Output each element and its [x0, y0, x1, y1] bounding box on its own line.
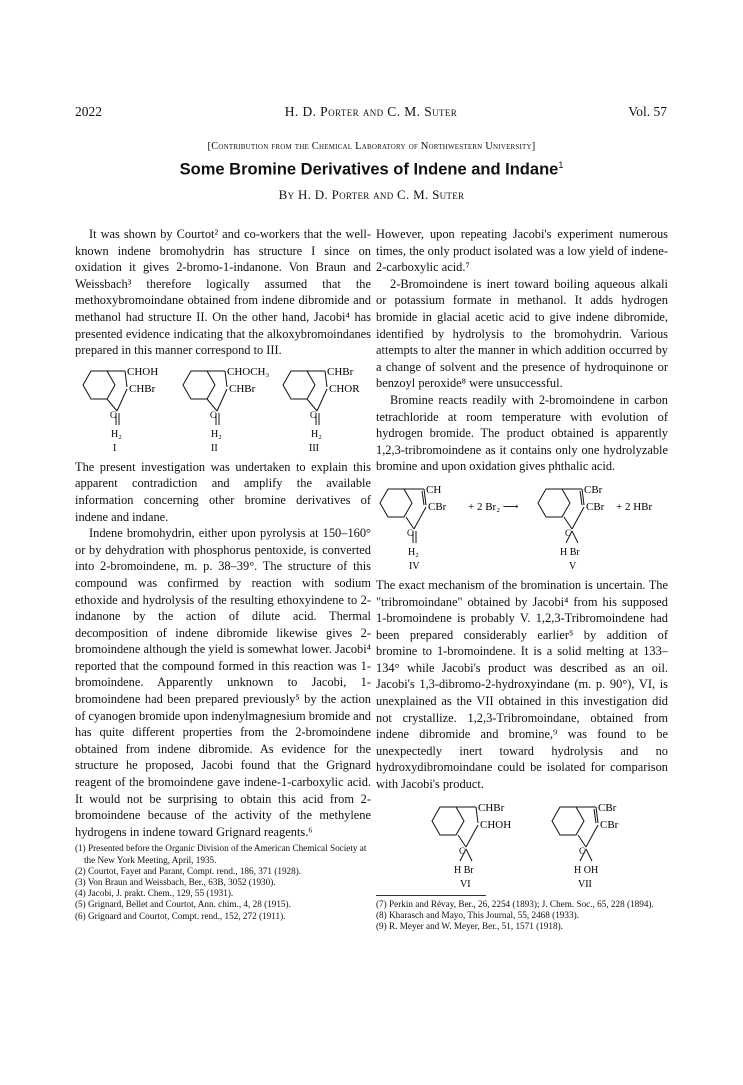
page-number: 2022	[75, 104, 102, 119]
svg-text:C: C	[110, 409, 117, 420]
paragraph: However, upon repeating Jacobi's experiment numerous times, the only product isolated was a low yield of indene-2-carboxylic acid.⁷	[376, 227, 668, 275]
struct-v-top: CBr	[584, 483, 603, 496]
footnote: (3) Von Braun and Weissbach, Ber., 63B, 3052 (1930).	[75, 877, 276, 888]
structure-iv	[380, 484, 447, 572]
right-column	[376, 226, 668, 932]
svg-text:C: C	[459, 845, 466, 856]
struct-iv-mid: CBr	[428, 500, 447, 513]
struct-vi-bottom: H Br	[454, 864, 474, 876]
footnote: (5) Grignard, Bellet and Courtot, Ann. chim., 4, 28 (1915).	[75, 899, 291, 910]
struct-ii-label: II	[211, 442, 218, 454]
struct-iii-bottom: H₂	[311, 428, 322, 440]
struct-iii-top: CHBr	[327, 365, 354, 378]
footnote: (9) R. Meyer and W. Meyer, Ber., 51, 1571 (1918).	[376, 921, 563, 932]
struct-iii-label: III	[309, 442, 319, 454]
struct-iv-bottom: H₂	[408, 546, 419, 558]
footnote-rule	[376, 895, 486, 896]
struct-i-label: I	[113, 442, 117, 454]
struct-v-mid: CBr	[586, 500, 605, 513]
paragraph: The exact mechanism of the bromination is uncertain. The "tribromoindane" obtained by Jacobi⁴ from his supposed 1-bromoindene is probably V. 1,2,3-Tribromoindene had been prepared considerably earlier⁵ by addition of bromine to 1-bromoindene. It is a solid melting at 133–134° while Jacobi's product was described as an oil. Jacobi's 1,3-dibromo-2-hydroxyindane (m. p. 90°), VI, is unexplained as the VII obtained in this investigation did not crystallize. 1,2,3-Tribromoindane, obtained from indene dibromide and bromine,⁹ was found to be unexpectedly inert toward hydrolysis and no hydroxydibromoindane could be isolated for comparison with Jacobi's product.	[376, 577, 668, 792]
footnote: (8) Kharasch and Mayo, This Journal, 55, 2468 (1933).	[376, 909, 579, 920]
product-text: + 2 HBr	[616, 500, 653, 513]
left-footnotes	[75, 843, 371, 921]
structure-i	[83, 366, 158, 454]
structures-vi-vii	[376, 799, 668, 891]
paragraph: Indene bromohydrin, either upon pyrolysis at 150–160° or by dehydration with phosphorus pentoxide, is converted into 2-bromoindene, m. p. 38–39°. The structure of this compound was confirmed by reaction with sodium ethoxide and hydrolysis of the resulting ethoxyindene to 2-indanone by the action of dilute acid. Thermal decomposition of indene dibromide likewise gives 2-bromoindene although the yield is somewhat lower. Jacobi⁴ reported that the compound formed in this reaction was 1-bromoindene. Apparently unknown to Jacobi, 1-bromoindene had been prepared previously⁵ by the action of cyanogen bromide upon indenylmagnesium bromide and has quite different properties from the 2-bromoindene obtained from indene dibromide. As evidence for the structure he proposed, Jacobi found that the Grignard reagent of the bromoindene gave indene-1-carboxylic acid. It would not be surprising to obtain this acid from 2-bromoindene because of the activity of the methylene hydrogens in indene toward Grignard reagents.⁶	[75, 526, 371, 839]
structure-vi	[432, 802, 511, 890]
svg-text:C: C	[579, 845, 586, 856]
svg-text:C: C	[407, 527, 414, 538]
paper-title-text: Some Bromine Derivatives of Indene and Indane	[179, 160, 559, 179]
struct-i-mid: CHBr	[129, 382, 156, 395]
struct-v-label: V	[569, 560, 577, 572]
struct-v-bottom: H Br	[560, 546, 580, 558]
struct-ii-mid: CHBr	[229, 382, 256, 395]
contribution-line: [Contribution from the Chemical Laboratory of Northwestern University]	[207, 141, 536, 152]
title-footnote-ref: 1	[558, 160, 564, 170]
struct-vii-label: VII	[578, 878, 592, 890]
footnote: (2) Courtot, Fayet and Parant, Compt. rend., 186, 371 (1928).	[75, 865, 302, 876]
structure-vii	[552, 802, 619, 890]
struct-iv-label: IV	[409, 560, 420, 572]
running-title: H. D. Porter and C. M. Suter	[284, 104, 458, 119]
svg-text:C: C	[210, 409, 217, 420]
paragraph: The present investigation was undertaken to explain this apparent contradiction and amplify the available information concerning other bromine derivatives of indene and indane.	[75, 459, 371, 524]
byline: By H. D. Porter and C. M. Suter	[278, 187, 465, 202]
svg-text:C: C	[310, 409, 317, 420]
reaction-scheme	[376, 481, 668, 573]
structure-v	[538, 484, 605, 572]
page-header	[75, 104, 667, 122]
footnote: (1) Presented before the Organic Division of the American Chemical Society at the New York Meeting, April, 1935.	[75, 843, 367, 865]
right-footnotes	[376, 899, 668, 933]
volume-label: Vol. 57	[628, 104, 667, 119]
struct-ii-bottom: H₂	[211, 428, 222, 440]
struct-vi-top: CHBr	[478, 801, 505, 814]
footnote: (6) Grignard and Courtot, Compt. rend., 152, 272 (1911).	[75, 910, 286, 921]
footnote: (4) Jacobi, J. prakt. Chem., 129, 55 (1931).	[75, 888, 234, 899]
paragraph: It was shown by Courtot² and co-workers that the well-known indene bromohydrin has structure I since on oxidation it gives 2-bromo-1-indanone. Von Braun and Weissbach³ therefore logically assumed that the methoxybromoindane obtained from indene dibromide and methanol had structure II. On the other hand, Jacobi⁴ has presented evidence indicating that the alkoxybromoindanes prepared in this manner correspond to III.	[75, 227, 371, 358]
struct-vi-label: VI	[460, 878, 471, 890]
left-column	[75, 226, 371, 922]
structures-i-ii-iii	[75, 365, 371, 455]
struct-vii-mid: CBr	[600, 818, 619, 831]
paragraph: 2-Bromoindene is inert toward boiling aqueous alkali or potassium formate in methanol. It adds hydrogen bromide in glacial acetic acid to give indene dibromide, identified by hydrolysis to the bromohydrin. Various attempts to alter the manner in which addition occurred by a change of solvent and the presence of hydroquinone or benzoyl peroxide⁸ were unsuccessful.	[376, 276, 668, 391]
paragraph: Bromine reacts readily with 2-bromoindene in carbon tetrachloride at room temperature with evolution of hydrogen bromide. The product obtained is apparently 1,2,3-tribromoindene as it contains only one hydrolyzable bromine and upon oxidation gives phthalic acid.	[376, 392, 668, 474]
footnote: (7) Perkin and Révay, Ber., 26, 2254 (1893); J. Chem. Soc., 65, 228 (1894).	[376, 898, 654, 909]
struct-i-bottom: H₂	[111, 428, 122, 440]
structure-iii	[283, 366, 360, 454]
struct-vii-bottom: H OH	[574, 864, 599, 876]
struct-ii-top: CHOCH₃	[227, 365, 270, 378]
struct-vi-mid: CHOH	[480, 818, 512, 831]
struct-i-top: CHOH	[127, 365, 159, 378]
struct-iii-mid: CHOR	[329, 382, 360, 395]
struct-iv-top: CH	[426, 483, 442, 496]
svg-text:C: C	[565, 527, 572, 538]
paper-title	[0, 160, 743, 180]
struct-vii-top: CBr	[598, 801, 617, 814]
reagent-text: + 2 Br₂ ⟶	[468, 500, 519, 513]
structure-ii	[183, 366, 270, 454]
